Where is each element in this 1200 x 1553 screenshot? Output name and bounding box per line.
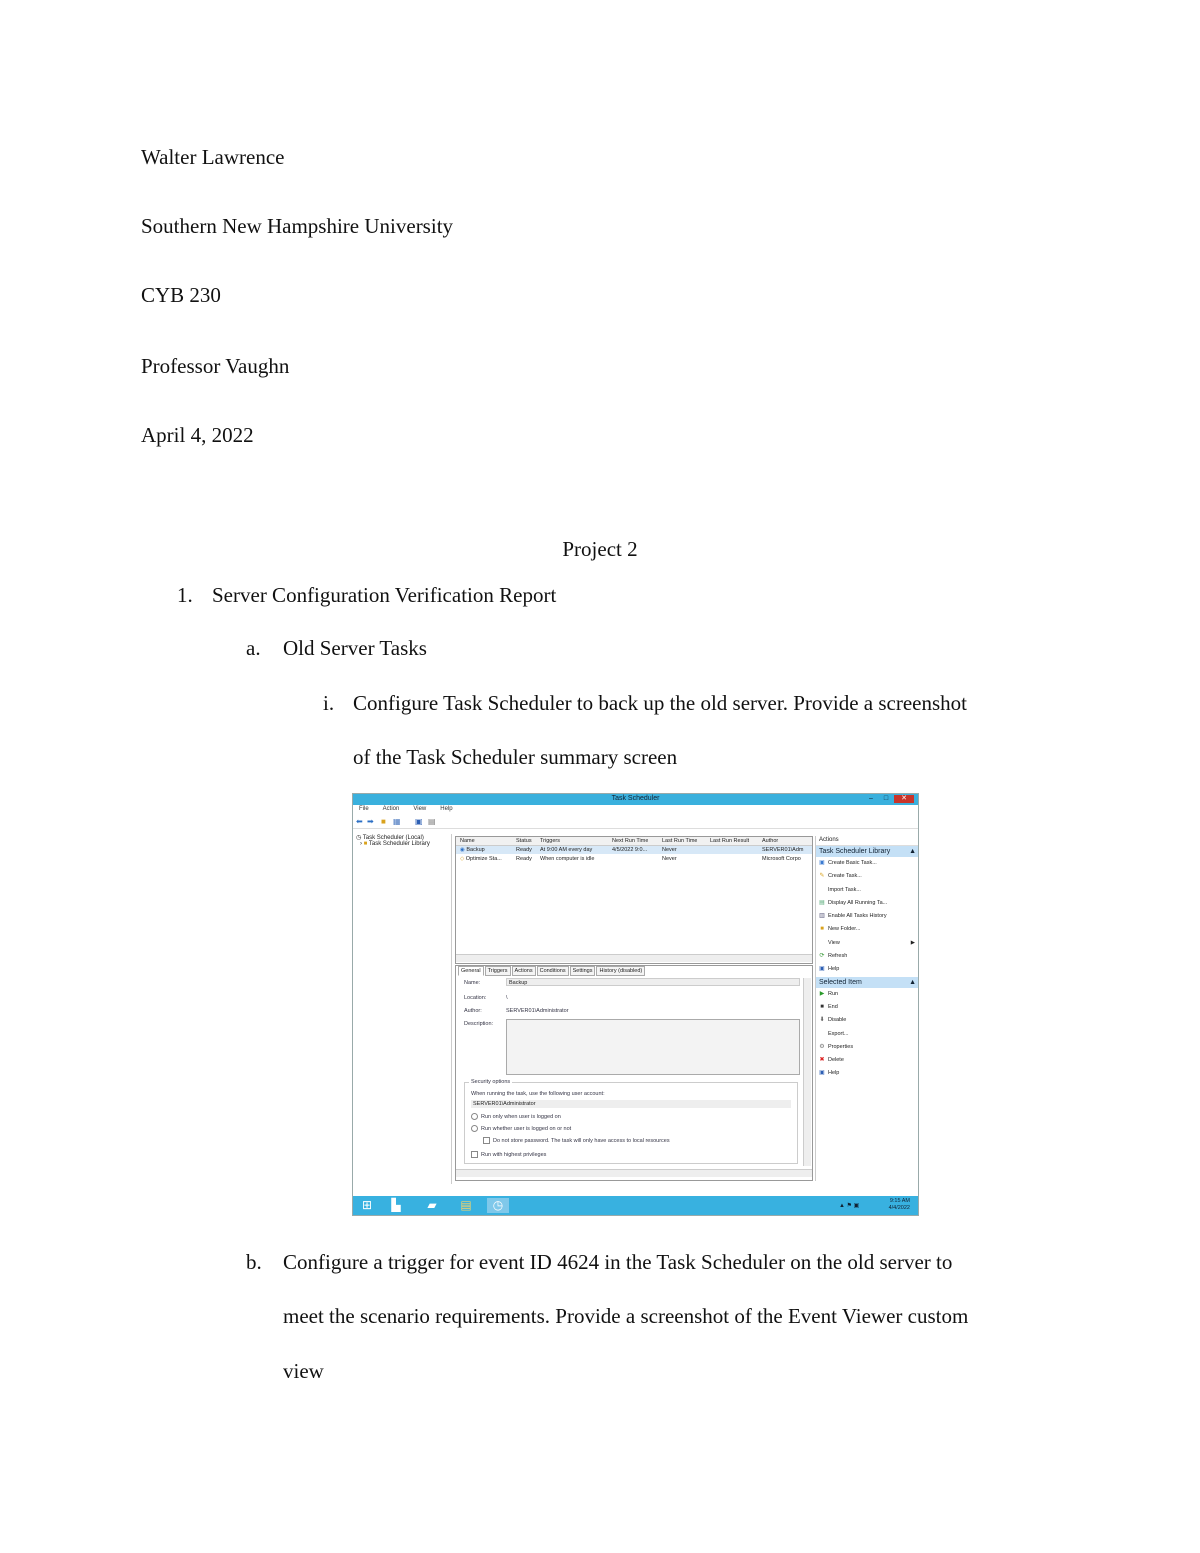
run-icon: ▶ <box>819 990 825 997</box>
disable-icon: ⬇ <box>819 1017 825 1024</box>
checkbox-icon <box>483 1137 490 1144</box>
outline-marker-b: b. <box>246 1250 262 1274</box>
checkbox-no-password: Do not store password. The task will only have access to local resources <box>483 1137 670 1144</box>
explorer-icon: ▤ <box>460 1198 472 1212</box>
outline-marker-a: a. <box>246 636 261 660</box>
collapse-icon: ▲ <box>909 848 916 855</box>
properties-tabs <box>458 966 646 976</box>
school-name: Southern New Hampshire University <box>141 214 454 238</box>
outline-item-i-line1: Configure Task Scheduler to back up the old server. Provide a screenshot <box>353 691 967 715</box>
outline-marker-i: i. <box>323 691 335 715</box>
account-text: When running the task, use the following user account: <box>471 1091 605 1097</box>
powershell-icon: ▰ <box>427 1198 437 1212</box>
forward-arrow-icon: ➡ <box>367 817 374 826</box>
action-run: ▶ Run <box>816 988 919 1001</box>
action-view: View ▶ <box>816 937 919 950</box>
tab-triggers: Triggers <box>485 966 511 976</box>
view-icon: ▦ <box>393 817 401 826</box>
running-icon: ▤ <box>819 899 825 906</box>
name-value: Backup <box>506 978 800 986</box>
panel-icon: ▤ <box>428 817 436 826</box>
delete-icon: ✖ <box>819 1057 825 1064</box>
outline-marker-1: 1. <box>177 583 193 607</box>
tab-settings: Settings <box>570 966 596 976</box>
radio-icon <box>471 1113 478 1120</box>
security-options-title: Security options <box>471 1079 511 1085</box>
col-last-result: Last Run Result <box>710 838 750 844</box>
tab-general: General <box>458 966 484 976</box>
window-titlebar <box>353 794 918 805</box>
window-title: Task Scheduler <box>611 795 660 802</box>
outline-item-b-line1: Configure a trigger for event ID 4624 in the Task Scheduler on the old server to <box>283 1250 953 1274</box>
task-icon: ▣ <box>819 860 825 866</box>
toolbar <box>353 816 918 829</box>
action-export: Export... <box>828 1030 849 1037</box>
document-title: Project 2 <box>562 537 638 561</box>
tray-time: 9:15 AM <box>889 1198 910 1204</box>
action-display-running: ▤ Display All Running Ta... <box>816 897 919 910</box>
checkbox-highest-privileges: Run with highest privileges <box>471 1151 546 1158</box>
document-date: April 4, 2022 <box>141 423 254 447</box>
course-code: CYB 230 <box>141 283 221 307</box>
description-label: Description: <box>464 1021 494 1027</box>
action-create-basic-task: ▣ Create Basic Task... <box>816 857 919 870</box>
tray-clock <box>889 1198 910 1212</box>
properties-icon: ⚙ <box>819 1043 825 1050</box>
table-row: ◉ Backup Ready At 9:00 AM every day 4/5/2022 9:0... Never SERVER01\Adm <box>456 846 812 854</box>
task-list <box>455 836 813 964</box>
outline-item-b-line3: view <box>283 1359 324 1383</box>
help-icon: ▣ <box>819 966 825 973</box>
minimize-icon: – <box>869 795 873 802</box>
location-value: \ <box>506 995 508 1001</box>
refresh-icon: ⟳ <box>819 953 825 960</box>
outline-item-a: Old Server Tasks <box>283 636 427 660</box>
action-help-2: ▣ Help <box>816 1067 919 1080</box>
menu-action: Action <box>382 806 400 812</box>
col-next-run: Next Run Time <box>612 838 649 844</box>
folder-icon: ■ <box>820 926 824 933</box>
taskbar <box>353 1196 918 1215</box>
stop-icon: ■ <box>820 1003 824 1010</box>
outline-item-b-line2: meet the scenario requirements. Provide a screenshot of the Event Viewer custom <box>283 1304 969 1328</box>
security-options-group <box>464 1079 798 1164</box>
account-value: SERVER01\Administrator <box>471 1100 791 1108</box>
action-properties: ⚙ Properties <box>816 1041 919 1054</box>
tab-actions: Actions <box>512 966 536 976</box>
col-author: Author <box>762 838 779 844</box>
submenu-arrow-icon: ▶ <box>910 939 915 946</box>
folder-icon: ■ <box>381 817 386 826</box>
author-label: Author: <box>464 1008 482 1014</box>
menu-help: Help <box>440 806 453 812</box>
action-import-task: Import Task... <box>828 886 861 893</box>
tree-pane <box>354 834 452 1184</box>
description-box <box>506 1019 800 1075</box>
tray-date: 4/4/2022 <box>888 1205 910 1211</box>
actions-header: Actions <box>816 836 919 846</box>
vertical-scrollbar <box>803 978 811 1166</box>
actions-section-selected: Selected Item ▲ <box>816 977 919 988</box>
action-help: ▣ Help <box>816 963 919 976</box>
history-icon: ▥ <box>819 913 825 920</box>
collapse-icon: ▲ <box>909 978 916 986</box>
tab-history: History (disabled) <box>596 966 645 976</box>
location-label: Location: <box>464 995 487 1001</box>
task-scheduler-screenshot <box>352 793 919 1216</box>
tab-conditions: Conditions <box>537 966 569 976</box>
author-name: Walter Lawrence <box>141 145 285 169</box>
task-scheduler-taskbar-icon: ◷ <box>487 1198 509 1213</box>
server-manager-icon: ▙ <box>391 1198 401 1212</box>
action-refresh: ⟳ Refresh <box>816 950 919 963</box>
col-status: Status <box>516 838 532 844</box>
horizontal-scrollbar <box>456 954 812 962</box>
col-last-run: Last Run Time <box>662 838 698 844</box>
col-name: Name <box>460 838 475 844</box>
table-row: ◇ Optimize Sta... Ready When computer is idle Never Microsoft Corpo <box>460 856 801 862</box>
create-icon: ✎ <box>819 873 825 880</box>
outline-item-1: Server Configuration Verification Report <box>212 583 557 607</box>
help-icon: ▣ <box>819 1070 825 1077</box>
author-value: SERVER01\Administrator <box>506 1008 569 1014</box>
professor-name: Professor Vaughn <box>141 354 290 378</box>
action-delete: ✖ Delete <box>816 1054 919 1067</box>
action-new-folder: ■ New Folder... <box>816 923 919 936</box>
start-icon: ⊞ <box>361 1198 373 1212</box>
close-icon: ✕ <box>894 795 914 803</box>
action-end: ■ End <box>816 1001 919 1014</box>
back-arrow-icon: ⬅ <box>356 817 363 826</box>
actions-pane <box>815 836 919 1181</box>
menu-bar <box>353 806 918 815</box>
task-properties <box>455 965 813 1181</box>
maximize-icon: □ <box>883 795 889 802</box>
actions-section-library: Task Scheduler Library ▲ <box>816 846 919 857</box>
tree-item-library: › ■ Task Scheduler Library <box>360 841 430 847</box>
horizontal-scrollbar <box>456 1169 812 1177</box>
tree-item-local: ◷ Task Scheduler (Local) <box>356 835 424 841</box>
menu-view: View <box>413 806 427 812</box>
help-icon: ▣ <box>415 817 423 826</box>
action-create-task: ✎ Create Task... <box>816 870 919 883</box>
tray-icons: ▲ ⚑ ▣ <box>839 1203 860 1209</box>
radio-icon <box>471 1125 478 1132</box>
outline-item-i-line2: of the Task Scheduler summary screen <box>353 745 678 769</box>
action-enable-history: ▥ Enable All Tasks History <box>816 910 919 923</box>
task-list-header <box>456 837 812 846</box>
radio-logged-on-or-not: Run whether user is logged on or not <box>471 1125 571 1132</box>
radio-logged-on: Run only when user is logged on <box>471 1113 561 1120</box>
action-disable: ⬇ Disable <box>816 1014 919 1027</box>
col-triggers: Triggers <box>540 838 560 844</box>
name-label: Name: <box>464 980 481 986</box>
checkbox-icon <box>471 1151 478 1158</box>
menu-file: File <box>359 806 369 812</box>
